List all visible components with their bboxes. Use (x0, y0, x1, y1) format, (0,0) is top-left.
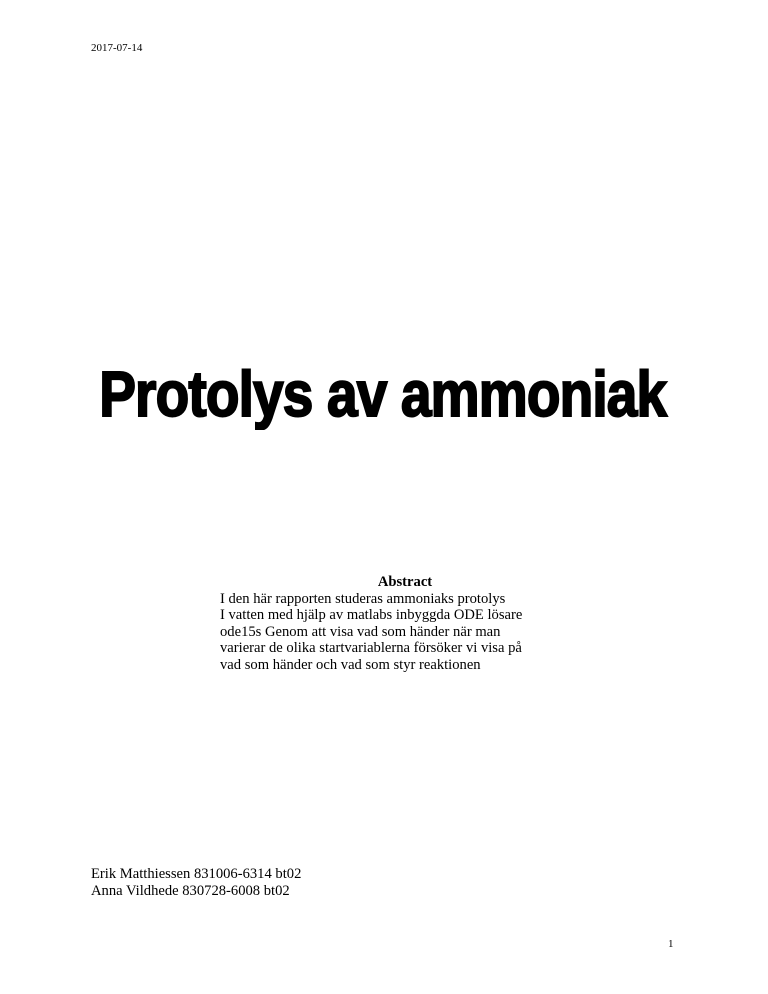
abstract-line: ode15s Genom att visa vad som händer när man (220, 623, 501, 640)
author-line: Erik Matthiessen 831006-6314 bt02 (91, 866, 302, 882)
abstract-line: I den här rapporten studeras ammoniaks protolys (220, 590, 506, 607)
header-date: 2017-07-14 (91, 42, 143, 54)
abstract-line: vad som händer och vad som styr reaktionen (220, 656, 481, 673)
page-number: 1 (668, 938, 674, 950)
abstract-section (220, 574, 570, 674)
document-title: Protolys av ammoniak (99, 358, 667, 430)
abstract-heading: Abstract (377, 574, 433, 590)
abstract-line: varierar de olika startvariablerna försöker vi visa på (220, 640, 522, 657)
abstract-line: I vatten med hjälp av matlabs inbyggda ODE lösare (220, 607, 523, 624)
author-line: Anna Vildhede 830728-6008 bt02 (91, 883, 290, 899)
authors-block (91, 866, 301, 900)
